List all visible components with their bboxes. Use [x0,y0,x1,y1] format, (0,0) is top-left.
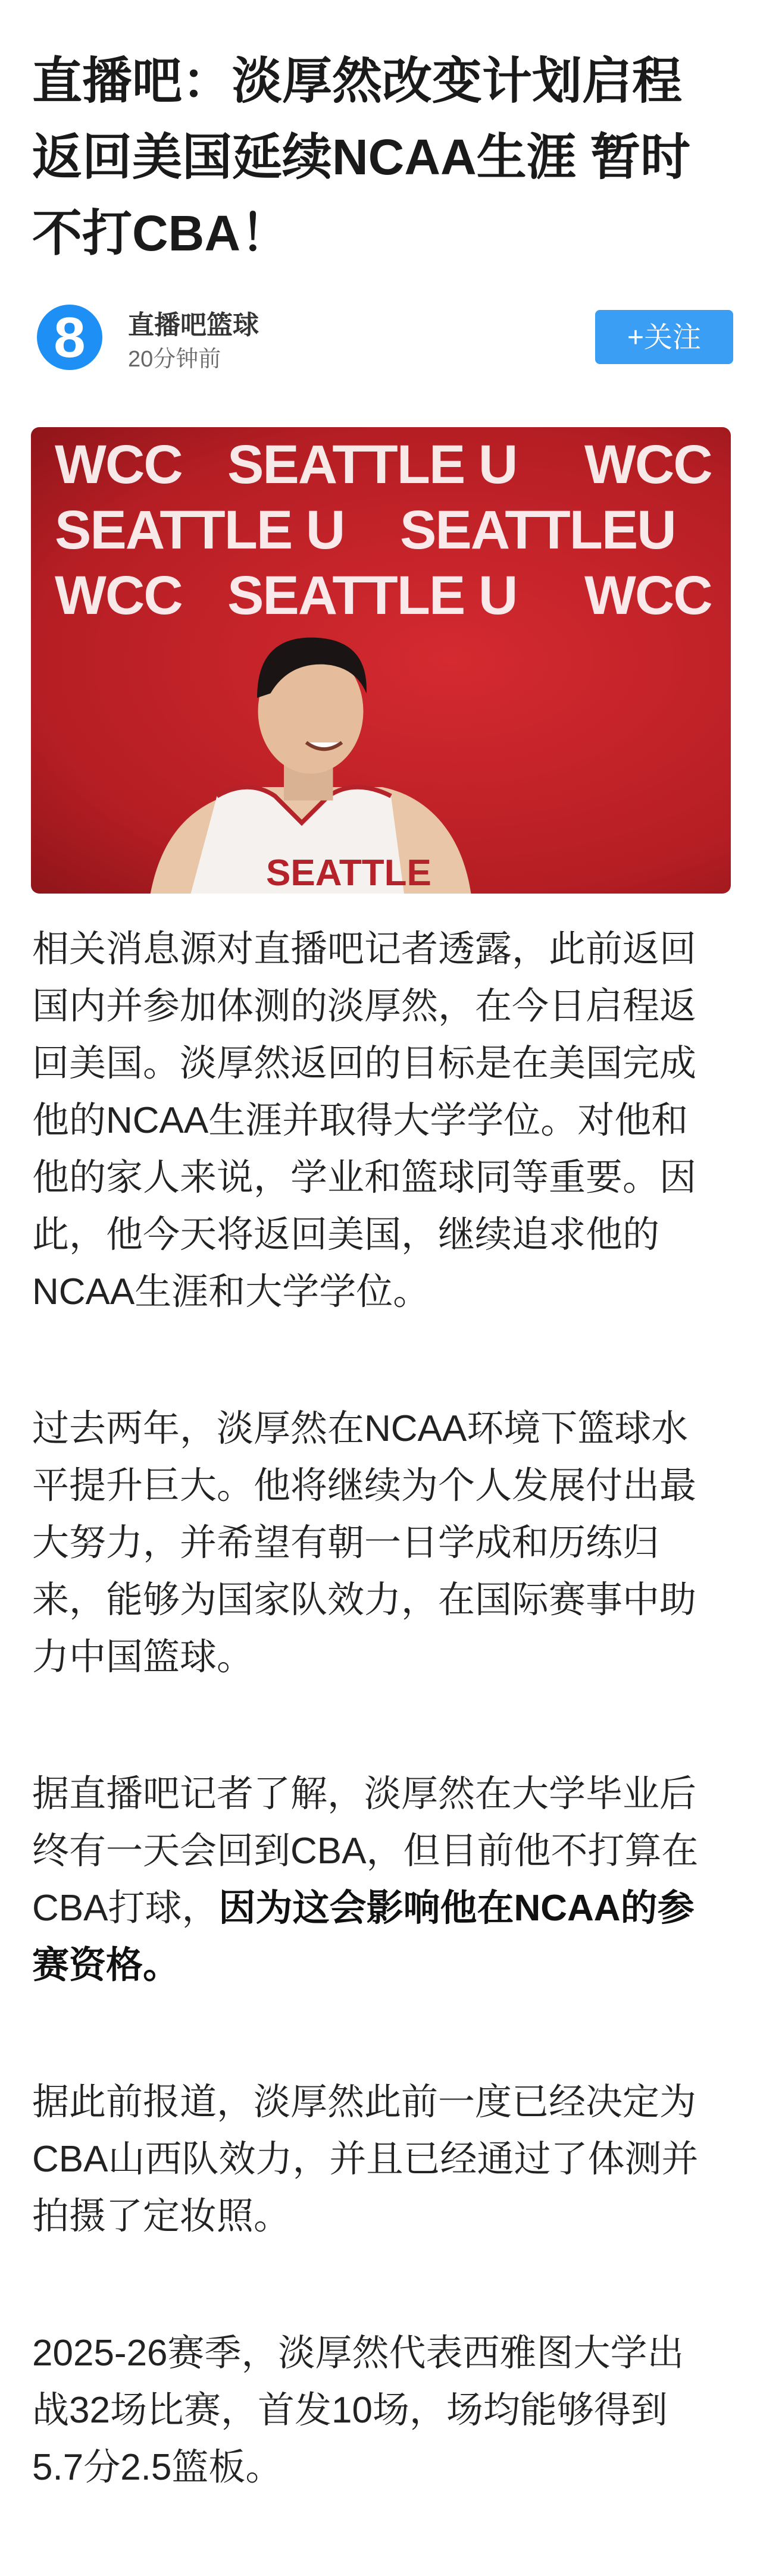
paragraph [32,921,734,1321]
photo-watermark: WCC [55,434,182,495]
article-photo[interactable] [31,427,731,894]
photo-watermark: SEATTLE U [55,500,345,560]
plain-text: CBA打球， [32,1888,219,1929]
photo-watermark: SEATTLEU [400,500,675,560]
photo-watermark: WCC [584,565,712,626]
paragraph [32,1766,734,1994]
paragraph-line [32,1880,734,1937]
paragraph-line: 据此前报道，淡厚然此前一度已经决定为 [32,2082,697,2123]
paragraph-line: 据直播吧记者了解，淡厚然在大学毕业后 [32,1773,697,1815]
paragraph-line: 大努力，并希望有朝一日学成和历练归 [32,1522,660,1563]
paragraph [32,2325,734,2496]
paragraph-line: 他的家人来说，学业和篮球同等重要。因 [32,1157,697,1198]
paragraph-line: 过去两年，淡厚然在NCAA环境下篮球水 [32,1408,689,1449]
title-line: 返回美国延续NCAA生涯 暂时 [32,129,690,185]
jersey-text: SEATTLE [266,853,431,894]
title-line: 直播吧：淡厚然改变计划启程 [32,53,683,109]
paragraph [32,2074,734,2245]
paragraph-line: NCAA生涯和大学学位。 [32,1271,430,1312]
paragraph-line: 国内并参加体测的淡厚然，在今日启程返 [32,986,697,1027]
paragraph-line: 他的NCAA生涯并取得大学学位。对他和 [32,1100,689,1141]
title-line: 不打CBA！ [32,205,290,261]
bold-emphasis: 赛资格。 [32,1945,180,1986]
paragraph-line: 终有一天会回到CBA，但目前他不打算在 [32,1831,699,1872]
photo-watermark: WCC [584,434,712,495]
author-name[interactable]: 直播吧篮球 [128,311,259,340]
photo-watermark: SEATTLE U [227,565,517,626]
author-avatar[interactable]: 8 [37,305,102,370]
bold-emphasis: 因为这会影响他在NCAA的参 [218,1888,695,1929]
paragraph-line: 拍摄了定妆照。 [32,2196,291,2237]
paragraph-line: 回美国。淡厚然返回的目标是在美国完成 [32,1043,697,1084]
paragraph [32,1400,734,1686]
follow-button[interactable]: +关注 [595,310,733,364]
author-row [0,297,757,375]
paragraph-line: 战32场比赛，首发10场，场均能够得到 [32,2390,668,2431]
paragraph-line: 此，他今天将返回美国，继续追求他的 [32,1214,660,1255]
paragraph-line: 力中国篮球。 [32,1637,254,1678]
paragraph-line: 5.7分2.5篮板。 [32,2447,283,2488]
player-figure [31,427,731,894]
paragraph-line [32,1937,734,1994]
paragraph-line: 平提升巨大。他将继续为个人发展付出最 [32,1465,697,1506]
paragraph-line: 相关消息源对直播吧记者透露，此前返回 [32,929,697,970]
paragraph-line: 来，能够为国家队效力，在国际赛事中助 [32,1580,697,1621]
article-body [32,921,734,2576]
article-title [32,43,734,271]
publish-time: 20分钟前 [128,347,221,372]
photo-watermark: WCC [55,565,182,626]
photo-watermark: SEATTLE U [227,434,517,495]
paragraph-line: 2025-26赛季，淡厚然代表西雅图大学出 [32,2333,684,2374]
paragraph-line: CBA山西队效力，并且已经通过了体测并 [32,2139,699,2180]
